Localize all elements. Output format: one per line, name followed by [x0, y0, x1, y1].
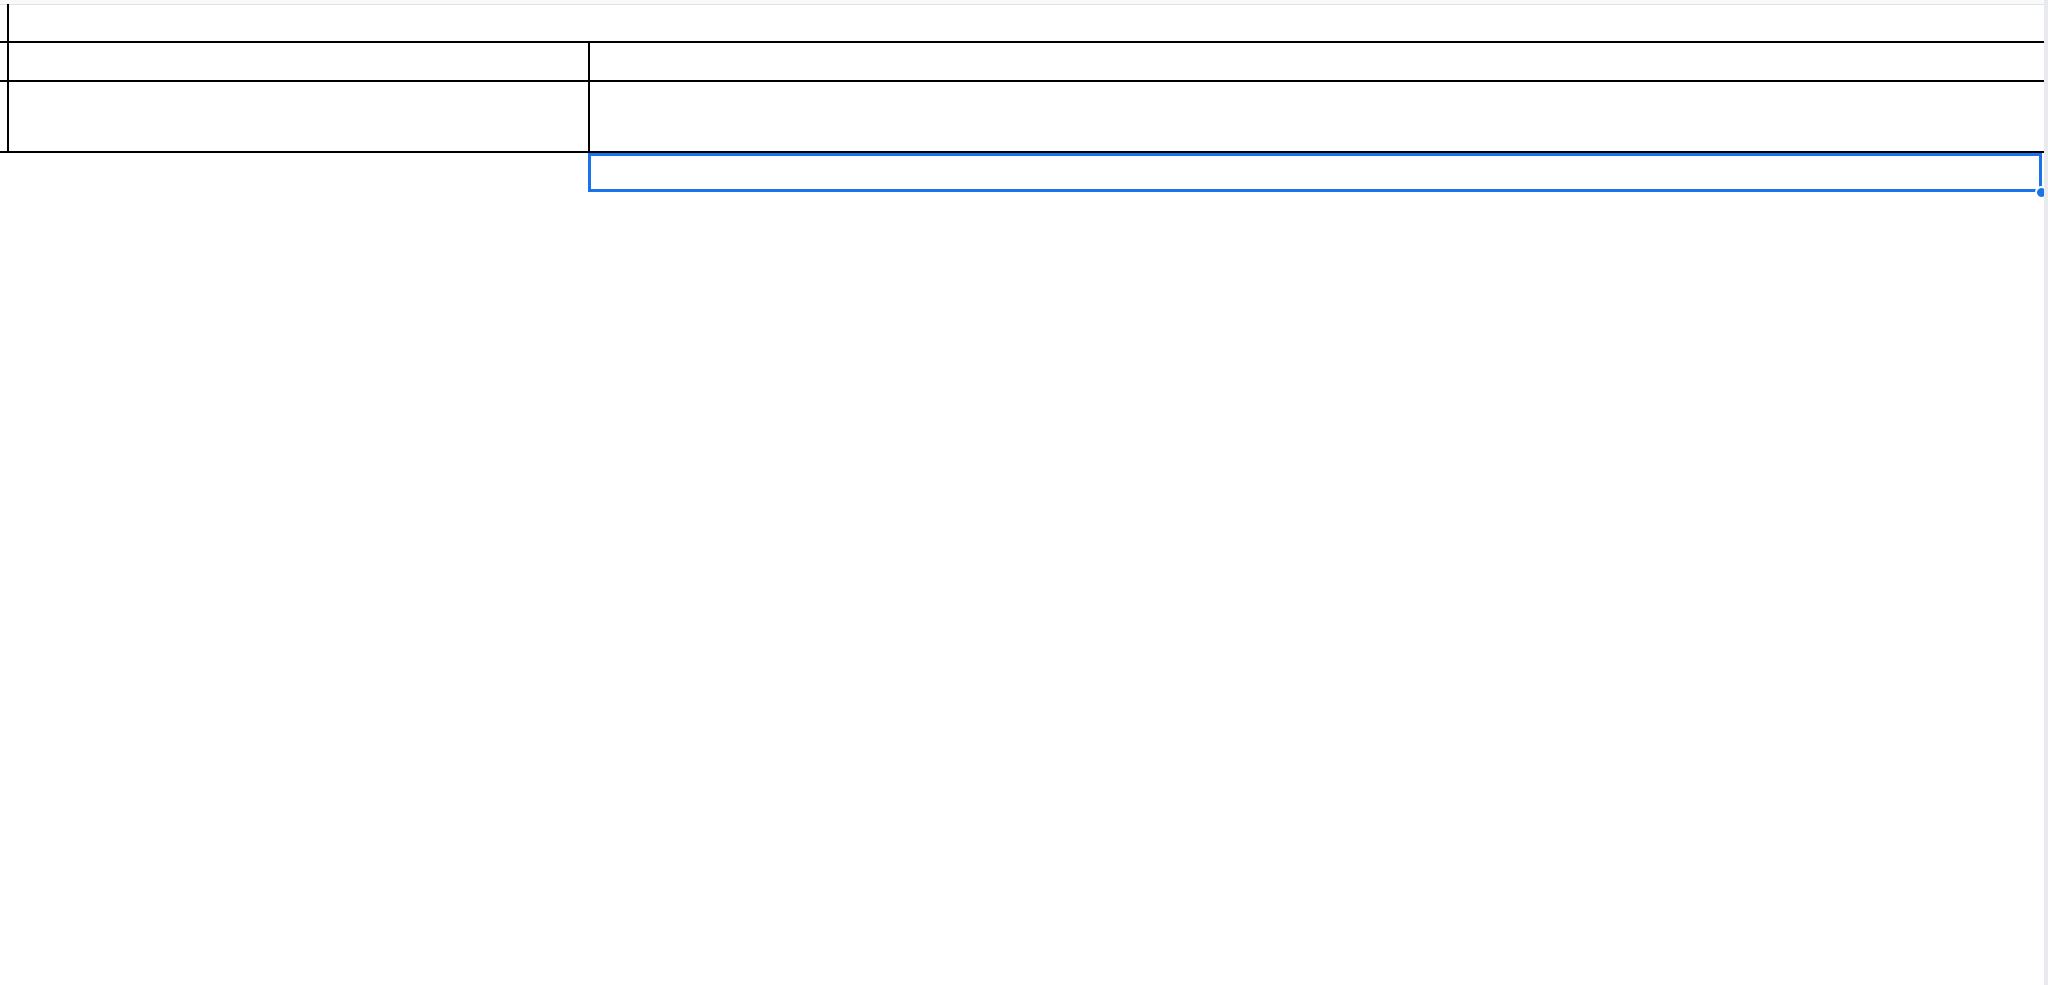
header-row — [0, 43, 2048, 82]
date-row[interactable] — [0, 4, 2048, 43]
date-label[interactable] — [7, 4, 2048, 41]
overall-comment[interactable] — [588, 82, 2048, 151]
overall-activity[interactable] — [78, 82, 588, 151]
comments-header[interactable] — [588, 43, 2048, 80]
overall-row — [0, 82, 2048, 153]
scroll-edge — [2044, 0, 2048, 985]
selected-cell-outline — [588, 153, 2042, 192]
activity-header[interactable] — [7, 43, 588, 80]
overall-check-cell[interactable] — [7, 82, 78, 151]
